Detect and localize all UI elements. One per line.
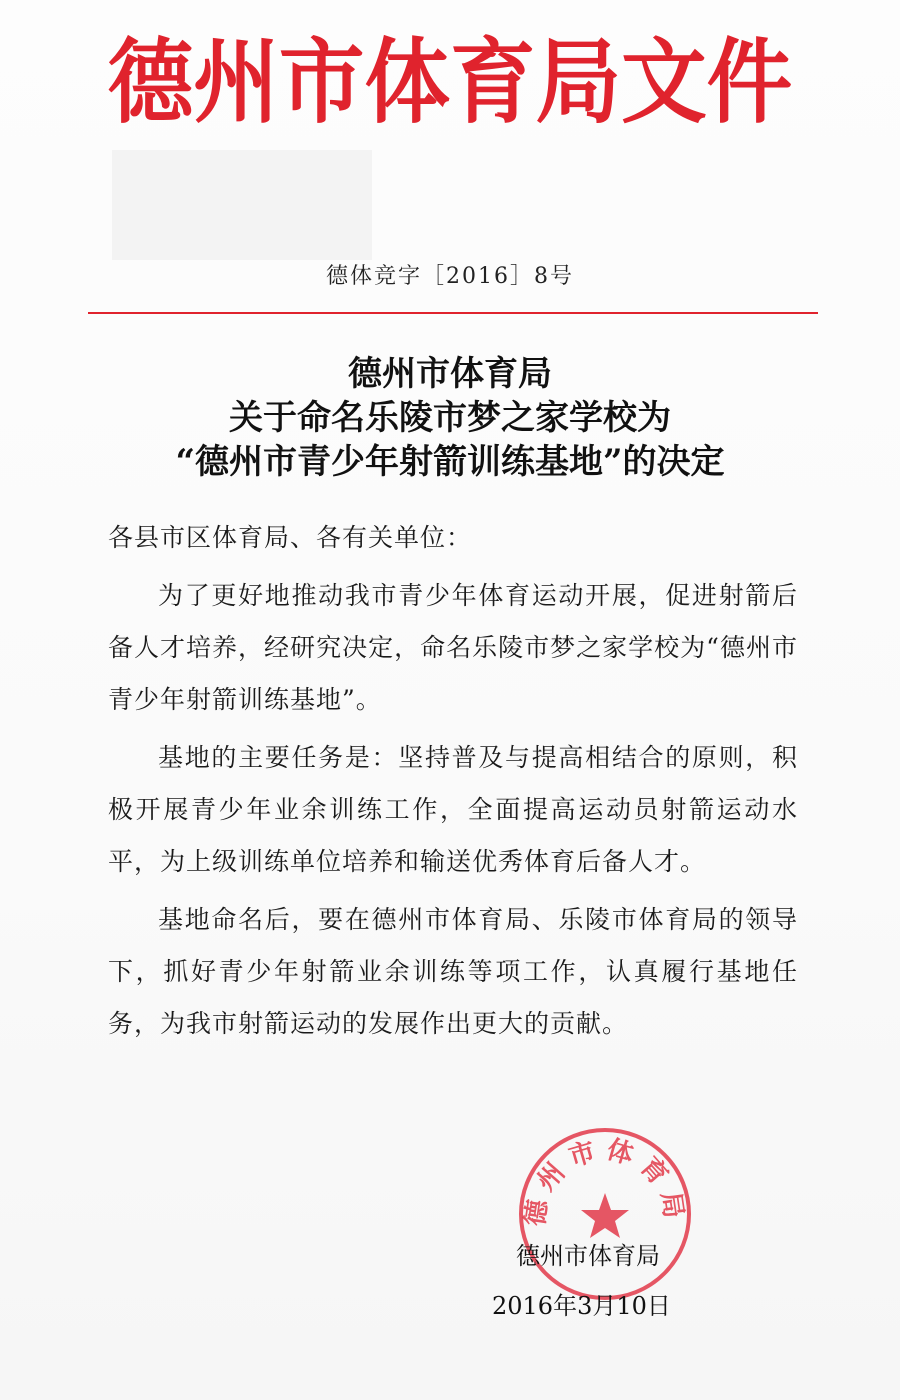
signature-organization: 德州市体育局 — [516, 1242, 660, 1270]
subject-title-line-2: 关于命名乐陵市梦之家学校为 — [229, 398, 671, 438]
subject-title-line-3: “德州市青少年射箭训练基地”的决定 — [175, 442, 725, 482]
red-divider-line — [88, 312, 818, 314]
body-paragraph: 基地命名后，要在德州市体育局、乐陵市体育局的领导下，抓好青少年射箭业余训练等项工作，认真履行基地任务，为我市射箭运动的发展作出更大的贡献。 — [108, 905, 798, 1038]
document-header-title: 德州市体育局文件 — [107, 28, 793, 136]
redacted-area — [112, 150, 372, 260]
subject-title-line-1: 德州市体育局 — [348, 354, 552, 394]
salutation: 各县市区体育局、各有关单位： — [108, 523, 473, 552]
official-seal — [516, 1125, 694, 1303]
document-body — [108, 512, 798, 1056]
seal-text: 德州市体育局 — [520, 1134, 690, 1229]
seal-star-icon — [581, 1193, 629, 1238]
signature-date: 2016年3月10日 — [492, 1292, 671, 1320]
subject-title — [0, 352, 900, 484]
body-paragraph: 为了更好地推动我市青少年体育运动开展，促进射箭后备人才培养，经研究决定，命名乐陵市梦之家学校为“德州市青少年射箭训练基地”。 — [108, 581, 798, 714]
document-number: 德体竞字［2016］8号 — [326, 264, 574, 289]
body-paragraph: 基地的主要任务是：坚持普及与提高相结合的原则，积极开展青少年业余训练工作，全面提高运动员射箭运动水平，为上级训练单位培养和输送优秀体育后备人才。 — [108, 743, 798, 876]
